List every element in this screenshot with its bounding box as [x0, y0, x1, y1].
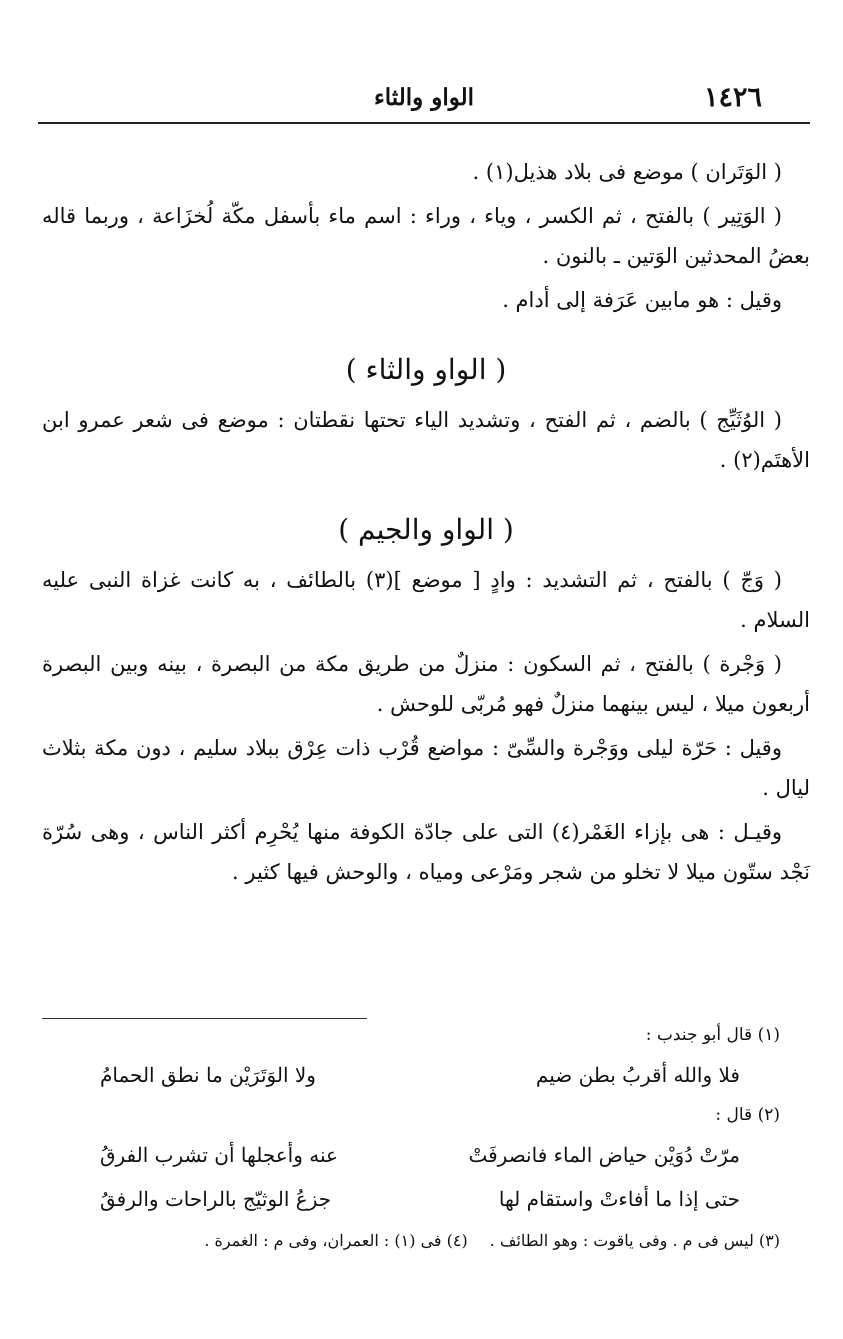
main-text: [42, 152, 810, 896]
entry-paragraph: ( وَجْرة ) بالفتح ، ثم السكون : منزلٌ من طريق مكة من البصرة ، بينه وبين البصرة أربعون ميلا ، ليس بينهما منزلٌ فهو مُربّى للوحش .: [42, 652, 810, 716]
entry-paragraph: ( الوُثَيِّج ) بالضم ، ثم الفتح ، وتشديد الياء تحتها نقطتان : موضع فى شعر عمرو ابن الأهتَم(٢) .: [42, 408, 810, 472]
page-header: [38, 82, 810, 124]
footnote-2-verse-2: [100, 1180, 740, 1218]
section-heading: ( الواو والثاء ): [345, 353, 507, 386]
verse-hemistich: عنه وأعجلها أن تشرب الفرقُ: [100, 1143, 338, 1167]
footnote-3: (٣) ليس فى م . وفى ياقوت : وهو الطائف .: [489, 1231, 780, 1250]
footnote-divider: [42, 1018, 367, 1019]
footnote-2-verse-1: [100, 1136, 740, 1174]
footnote-2-intro: (٢) قال :: [715, 1105, 780, 1125]
page-number: ١٤٢٦: [703, 82, 762, 113]
footnotes: [42, 1020, 810, 1258]
verse-hemistich: حتى إذا ما أفاءتْ واستقام لها: [498, 1187, 740, 1211]
footnote-1-intro: (١) قال أبو جندب :: [645, 1025, 780, 1045]
entry-paragraph: وقيـل : هى بإزاء الغَمْر(٤) التى على جادّة الكوفة منها يُحْرِم أكثر الناس ، وهى سُرّة نَجْد ستّون ميلا لا تخلو من شجر ومَرْعى ومياه ، والوحش فيها كثير .: [42, 820, 810, 884]
section-heading: ( الواو والجيم ): [338, 513, 514, 546]
verse-hemistich: ولا الوَتَرَيْن ما نطق الحمامُ: [100, 1063, 316, 1087]
verse-hemistich: فلا والله أقربُ بطن ضيم: [535, 1063, 740, 1087]
entry-paragraph: ( الوَتَران ) موضع فى بلاد هذيل(١) .: [472, 160, 782, 184]
footnotes-3-4: [42, 1224, 810, 1258]
entry-paragraph: ( الوَتِير ) بالفتح ، ثم الكسر ، وياء ، وراء : اسم ماء بأسفل مكّة لُخزَاعة ، وربما قاله بعضُ المحدثين الوَتين ـ بالنون .: [42, 204, 810, 268]
running-title: الواو والثاء: [373, 84, 475, 111]
entry-paragraph: ( وَجّ ) بالفتح ، ثم التشديد : وادٍ [ موضع ](٣) بالطائف ، به كانت غزاة النبى عليه السلام .: [42, 568, 810, 632]
footnote-4: (٤) فى (١) : العمران، وفى م : الغمرة .: [204, 1231, 468, 1250]
verse-hemistich: مرّتْ دُوَيْن حياض الماء فانصرفَتْ: [468, 1143, 740, 1167]
entry-paragraph: وقيل : حَرّة ليلى ووَجْرة والسِّىّ : مواضع قُرْب ذات عِرْق ببلاد سليم ، دون مكة بثلاث ليال .: [42, 736, 810, 800]
entry-paragraph: وقيل : هو مابين عَرَفة إلى أدام .: [502, 288, 782, 312]
footnote-1-verse: [100, 1056, 740, 1094]
verse-hemistich: جزعُ الوثيّج بالراحات والرفقُ: [100, 1187, 332, 1211]
